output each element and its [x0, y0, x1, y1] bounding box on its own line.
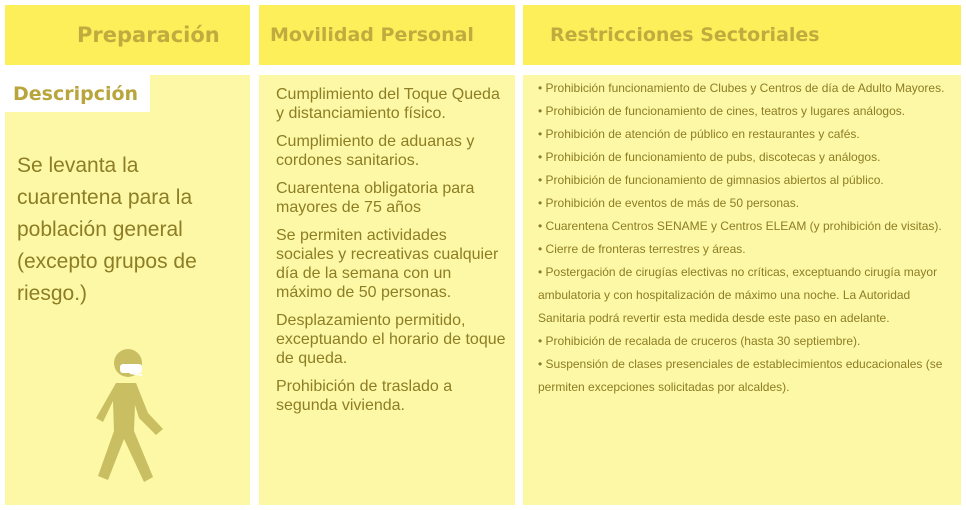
movilidad-list [276, 85, 506, 424]
restriccion-item: • Prohibición funcionamiento de Clubes y Centros de día de Adulto Mayores. [538, 81, 945, 95]
restriccion-item: • Prohibición de atención de público en restaurantes y cafés. [538, 127, 860, 141]
restriccion-item: • Prohibición de funcionamiento de cines, teatros y lugares análogos. [538, 104, 906, 118]
restriccion-item: • Prohibición de eventos de más de 50 personas. [538, 196, 800, 210]
restriccion-item: • Suspensión de clases presenciales de establecimientos educacionales (se permiten excepciones solicitadas por alcaldes). [538, 357, 943, 394]
header-movilidad-title: Movilidad Personal [270, 24, 474, 46]
movilidad-item: Cumplimiento del Toque Queda y distanciamiento físico. [276, 86, 500, 122]
restriccion-item: • Prohibición de recalada de cruceros (hasta 30 septiembre). [538, 334, 861, 348]
descripcion-tab [5, 75, 150, 112]
restricciones-list [538, 77, 948, 399]
walking-person-icon [90, 347, 170, 487]
header-movilidad [259, 5, 515, 65]
descripcion-text: Se levanta la cuarentena para la población general (excepto grupos de riesgo.) [17, 154, 197, 305]
header-restricciones [523, 5, 961, 65]
movilidad-item: Cuarentena obligatoria para mayores de 75 años [276, 180, 475, 216]
movilidad-item: Desplazamiento permitido, exceptuando el horario de toque de queda. [276, 312, 506, 367]
movilidad-item: Prohibición de traslado a segunda vivienda. [276, 378, 453, 414]
restricciones-panel [523, 75, 961, 505]
descripcion-title: Descripción [13, 82, 139, 105]
restriccion-item: • Cuarentena Centros SENAME y Centros ELEAM (y prohibición de visitas). [538, 219, 942, 233]
movilidad-item: Se permiten actividades sociales y recreativas cualquier día de la semana con un máximo de 50 personas. [276, 227, 499, 301]
header-preparacion [5, 5, 250, 65]
descripcion-panel [5, 75, 250, 505]
movilidad-item: Cumplimiento de aduanas y cordones sanitarios. [276, 133, 475, 169]
restriccion-item: • Cierre de fronteras terrestres y áreas. [538, 242, 746, 256]
movilidad-panel [259, 75, 515, 505]
restriccion-item: • Prohibición de funcionamiento de pubs, discotecas y análogos. [538, 150, 881, 164]
header-restricciones-title: Restricciones Sectoriales [550, 24, 820, 46]
restriccion-item: • Prohibición de funcionamiento de gimnasios abiertos al público. [538, 173, 884, 187]
restriccion-item: • Postergación de cirugías electivas no críticas, exceptuando cirugía mayor ambulatoria y con hospitalización de máximo una noche. La Autoridad Sanitaria podrá revertir esta medida desde este paso en adelante. [538, 265, 938, 325]
header-preparacion-title: Preparación [77, 23, 220, 47]
